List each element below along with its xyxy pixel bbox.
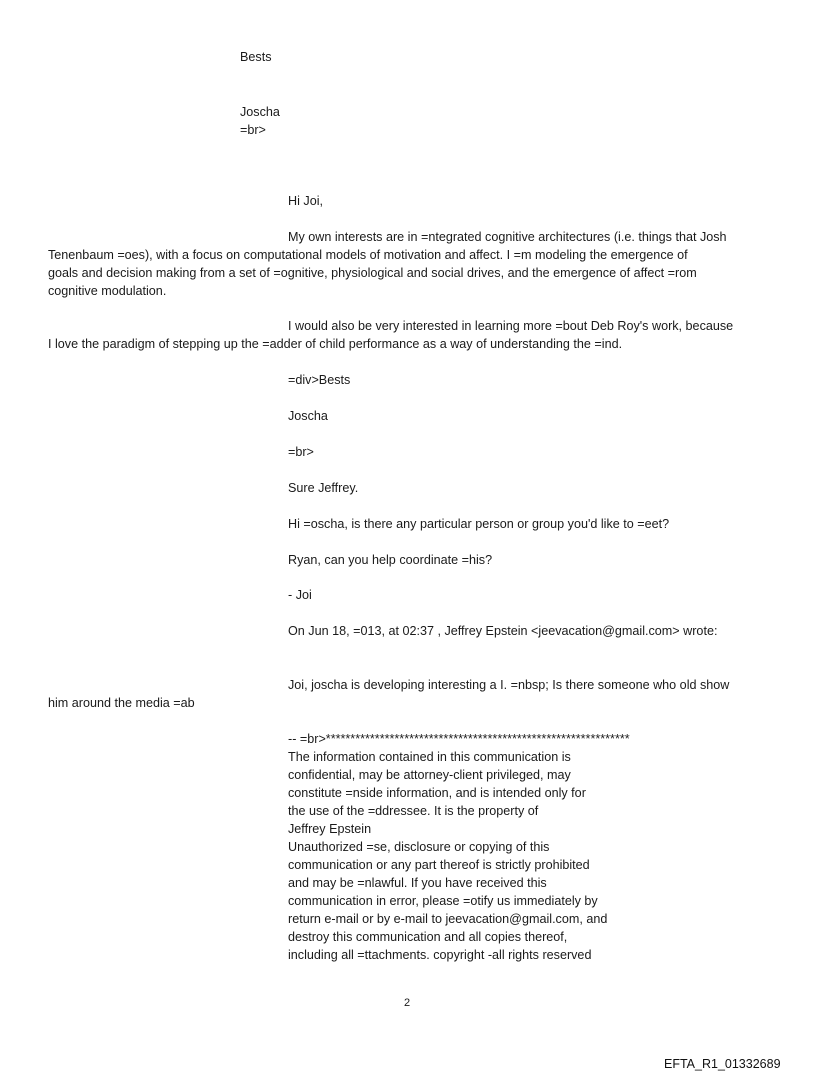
disclaimer-line: return e-mail or by e-mail to jeevacation@gmail.com, and (288, 912, 608, 926)
reply-question: Hi =oscha, is there any particular person or group you'd like to =eet? (288, 517, 670, 531)
disclaimer-line: destroy this communication and all copies thereof, (288, 930, 568, 944)
disclaimer-line: The information contained in this communication is (288, 750, 571, 764)
greeting: Hi Joi, (288, 194, 323, 208)
paragraph-line: I would also be very interested in learning more =bout Deb Roy's work, because (288, 319, 734, 333)
paragraph-line: cognitive modulation. (48, 284, 167, 298)
top-sign-off: Bests (240, 50, 272, 64)
disclaimer-line: the use of the =ddressee. It is the property of (288, 804, 539, 818)
disclaimer-line: constitute =nside information, and is intended only for (288, 786, 586, 800)
document-id: EFTA_R1_01332689 (664, 1057, 781, 1071)
quoted-line-2: him around the media =ab (48, 696, 195, 710)
top-name: Joscha (240, 105, 280, 119)
quote-header: On Jun 18, =013, at 02:37 , Jeffrey Epstein <jeevacation@gmail.com> wrote: (288, 624, 718, 638)
paragraph-line: My own interests are in =ntegrated cognitive architectures (i.e. things that Josh (288, 230, 727, 244)
paragraph-line: goals and decision making from a set of =ognitive, physiological and social drives, and the emergence of affect =rom (48, 266, 697, 280)
disclaimer-line: Unauthorized =se, disclosure or copying of this (288, 840, 550, 854)
page-number: 2 (404, 997, 411, 1009)
div-bests: =div>Bests (288, 373, 351, 387)
disclaimer-line: communication in error, please =otify us immediately by (288, 894, 598, 908)
reply-signature: - Joi (288, 588, 312, 602)
reply-sure: Sure Jeffrey. (288, 481, 359, 495)
disclaimer-line: Jeffrey Epstein (288, 822, 372, 836)
disclaimer-line: including all =ttachments. copyright -all rights reserved (288, 948, 592, 962)
quoted-line-1: Joi, joscha is developing interesting a I. =nbsp; Is there someone who old show (288, 678, 730, 692)
disclaimer-stars: -- =br>************************************************************** (288, 732, 630, 746)
paragraph-line: Tenenbaum =oes), with a focus on computational models of motivation and affect. I =m modeling the emergence of (48, 248, 688, 262)
disclaimer-line: communication or any part thereof is strictly prohibited (288, 858, 590, 872)
top-br: =br> (240, 123, 266, 137)
body-br: =br> (288, 445, 314, 459)
disclaimer-line: confidential, may be attorney-client privileged, may (288, 768, 571, 782)
reply-coordinate: Ryan, can you help coordinate =his? (288, 553, 493, 567)
body-name: Joscha (288, 409, 328, 423)
paragraph-line: I love the paradigm of stepping up the =adder of child performance as a way of understanding the =ind. (48, 337, 623, 351)
disclaimer-line: and may be =nlawful. If you have received this (288, 876, 547, 890)
